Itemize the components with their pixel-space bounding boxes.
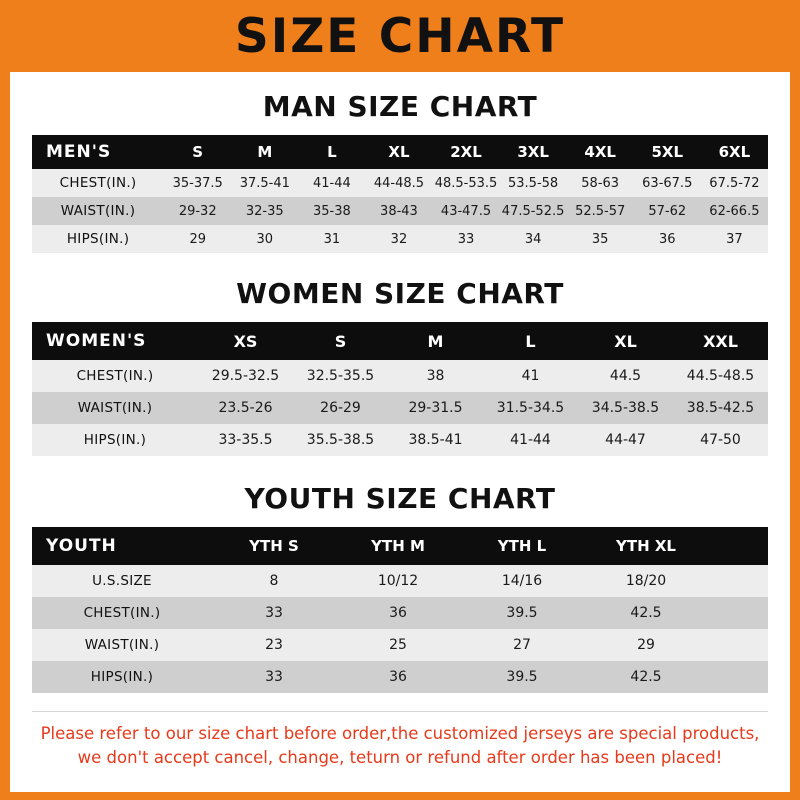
youth-row-label: U.S.SIZE	[92, 573, 152, 589]
youth-cell: 14/16	[501, 573, 543, 589]
women-cell: 44.5	[609, 368, 642, 384]
youth-cell-spacer	[708, 629, 768, 661]
youth-cell-spacer	[708, 565, 768, 597]
man-row-label: HIPS(IN.)	[66, 231, 130, 247]
man-cell: 43-47.5	[440, 203, 492, 219]
youth-col-header: YTH XL	[616, 537, 676, 555]
man-cell: 44-48.5	[373, 175, 425, 191]
note-line-2: we don't accept cancel, change, teturn or refund after order has been placed!	[77, 747, 723, 767]
women-cell: 38.5-42.5	[686, 400, 755, 416]
table-row	[32, 360, 768, 392]
man-col-header: L	[327, 143, 337, 161]
man-cell: 53.5-58	[508, 175, 559, 191]
note-divider	[32, 711, 768, 712]
table-row	[32, 565, 768, 597]
youth-cell: 33	[265, 605, 283, 621]
women-col-header: M	[427, 331, 444, 351]
women-col-header: L	[525, 331, 536, 351]
youth-cell-spacer	[708, 661, 768, 693]
women-col-header: XS	[233, 331, 258, 351]
man-table-header-row	[32, 135, 768, 169]
women-col-header: XL	[614, 331, 637, 351]
table-row	[32, 197, 768, 225]
man-cell: 32	[390, 231, 408, 247]
youth-cell: 18/20	[625, 573, 667, 589]
youth-size-table	[32, 527, 768, 693]
man-cell: 63-67.5	[642, 175, 693, 191]
note-line-1: Please refer to our size chart before order,the customized jerseys are special products,	[40, 724, 760, 743]
man-cell: 35-38	[312, 203, 351, 219]
women-cell: 38	[426, 368, 445, 384]
man-row-label: WAIST(IN.)	[60, 203, 136, 219]
man-cell: 29-32	[178, 203, 217, 219]
women-cell: 33-35.5	[218, 432, 273, 448]
youth-cell: 27	[513, 637, 531, 653]
man-table-corner-label: MEN'S	[46, 142, 112, 162]
youth-cell: 10/12	[377, 573, 419, 589]
man-row-label: CHEST(IN.)	[59, 175, 137, 191]
youth-cell: 25	[389, 637, 407, 653]
man-cell: 47.5-52.5	[501, 203, 565, 219]
table-row	[32, 629, 768, 661]
table-row	[32, 392, 768, 424]
women-cell: 31.5-34.5	[496, 400, 565, 416]
women-cell: 23.5-26	[218, 400, 273, 416]
women-cell: 41-44	[510, 432, 551, 448]
youth-cell: 23	[265, 637, 283, 653]
women-row-label: CHEST(IN.)	[76, 368, 154, 384]
women-cell: 41	[521, 368, 540, 384]
man-cell: 29	[189, 231, 206, 247]
women-cell: 47-50	[700, 432, 741, 448]
order-policy-note	[22, 722, 778, 770]
youth-section-title: YOUTH SIZE CHART	[244, 482, 556, 515]
table-row	[32, 661, 768, 693]
man-col-header: 4XL	[584, 143, 616, 161]
youth-cell: 42.5	[630, 605, 662, 621]
women-size-table	[32, 322, 768, 456]
women-cell: 44.5-48.5	[686, 368, 755, 384]
table-row	[32, 225, 768, 253]
man-col-header: 2XL	[450, 143, 482, 161]
man-cell: 52.5-57	[575, 203, 626, 219]
youth-cell: 8	[269, 573, 279, 589]
youth-col-header: YTH S	[249, 537, 299, 555]
man-cell: 32-35	[245, 203, 284, 219]
table-row	[32, 597, 768, 629]
youth-cell: 36	[389, 605, 407, 621]
table-row	[32, 424, 768, 456]
man-size-table	[32, 135, 768, 253]
man-cell: 36	[658, 231, 676, 247]
man-cell: 58-63	[581, 175, 620, 191]
women-table-corner-label: WOMEN'S	[46, 331, 147, 351]
page-banner	[0, 0, 800, 72]
women-cell: 38.5-41	[408, 432, 463, 448]
women-cell: 34.5-38.5	[591, 400, 660, 416]
women-table-header-row	[32, 322, 768, 360]
man-col-header: 3XL	[517, 143, 549, 161]
youth-cell: 42.5	[630, 669, 662, 685]
youth-cell-spacer	[708, 597, 768, 629]
man-cell: 57-62	[648, 203, 687, 219]
youth-row-label: WAIST(IN.)	[84, 637, 160, 653]
women-col-header: S	[334, 331, 347, 351]
man-cell: 34	[524, 231, 542, 247]
women-col-header: XXL	[703, 331, 738, 351]
page-title: SIZE CHART	[234, 8, 566, 64]
women-cell: 44-47	[605, 432, 646, 448]
youth-table-corner-label: YOUTH	[46, 536, 117, 556]
youth-cell: 36	[389, 669, 407, 685]
man-cell: 38-43	[380, 203, 418, 219]
youth-row-label: HIPS(IN.)	[90, 669, 154, 685]
women-section-title: WOMEN SIZE CHART	[236, 277, 564, 310]
man-cell: 35	[591, 231, 609, 247]
women-cell: 32.5-35.5	[306, 368, 375, 384]
bottom-accent-strip	[0, 792, 800, 800]
youth-cell: 29	[637, 637, 655, 653]
youth-col-header: YTH M	[371, 537, 425, 555]
man-cell: 62-66.5	[709, 203, 760, 219]
man-cell: 33	[457, 231, 475, 247]
man-col-header: 6XL	[718, 143, 751, 161]
man-col-header: 5XL	[651, 143, 684, 161]
man-col-header: XL	[388, 143, 410, 161]
women-cell: 29.5-32.5	[211, 368, 280, 384]
youth-header-spacer	[708, 527, 768, 565]
man-cell: 41-44	[312, 175, 351, 191]
youth-row-label: CHEST(IN.)	[83, 605, 161, 621]
women-row-label: WAIST(IN.)	[77, 400, 153, 416]
youth-table-header-row	[32, 527, 768, 565]
man-section-title: MAN SIZE CHART	[262, 90, 538, 123]
youth-cell: 33	[265, 669, 283, 685]
man-cell: 67.5-72	[709, 175, 760, 191]
man-cell: 37	[726, 231, 743, 247]
youth-cell: 39.5	[506, 605, 538, 621]
women-cell: 26-29	[320, 400, 361, 416]
women-cell: 35.5-38.5	[306, 432, 375, 448]
women-row-label: HIPS(IN.)	[83, 432, 147, 448]
man-col-header: S	[192, 143, 204, 161]
man-cell: 35-37.5	[172, 175, 223, 191]
man-cell: 30	[256, 231, 274, 247]
youth-cell: 39.5	[506, 669, 538, 685]
women-cell: 29-31.5	[408, 400, 463, 416]
man-cell: 31	[323, 231, 341, 247]
man-cell: 37.5-41	[239, 175, 290, 191]
youth-col-header: YTH L	[497, 537, 547, 555]
table-row	[32, 169, 768, 197]
man-col-header: M	[257, 143, 273, 161]
man-cell: 48.5-53.5	[434, 175, 498, 191]
